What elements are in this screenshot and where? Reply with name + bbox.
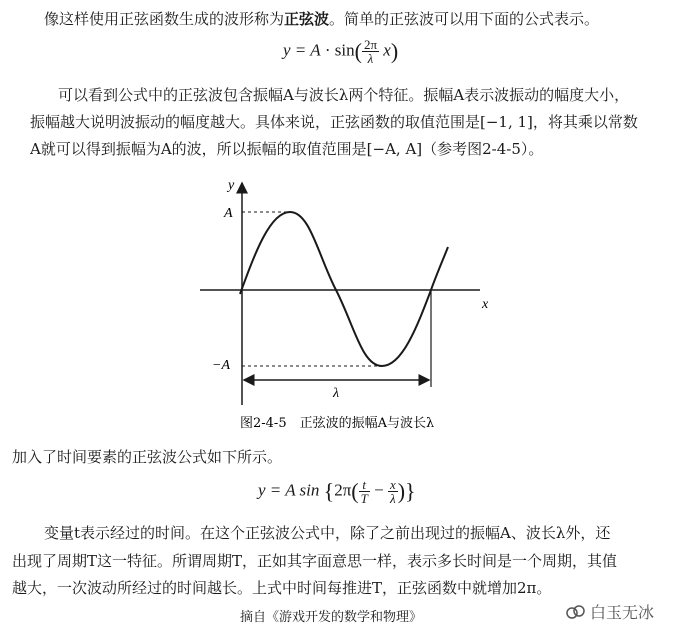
eq2-lambda: λ <box>390 491 396 506</box>
equation-1: y = A · sin( $\frac{2\pi}{\lambda}$ x) <box>283 37 399 66</box>
x-axis-label: x <box>482 297 489 312</box>
paragraph-2-line-1: 可以看到公式中的正弦波包含振幅A与波长λ两个特征。振幅A表示波振动的幅度大小， <box>58 86 630 104</box>
paragraph-1-text: 像这样使用正弦函数生成的波形称为 <box>44 10 285 28</box>
figure-caption: 图2-4-5 正弦波的振幅A与波长λ <box>240 416 435 431</box>
eq1-lhs: y = A <box>283 40 321 60</box>
wechat-logo-icon <box>566 605 586 619</box>
wavelength-label: λ <box>333 386 340 401</box>
source-footer: 摘自《游戏开发的数学和物理》 <box>240 610 423 625</box>
paragraph-3: 加入了时间要素的正弦波公式如下所示。 <box>12 448 283 466</box>
eq1-fraction <box>362 38 379 65</box>
eq2-t: t <box>359 478 370 492</box>
eq1-variable: x <box>383 40 391 60</box>
eq1-sin: sin <box>334 40 355 60</box>
eq1-denominator: λ <box>367 51 374 66</box>
sine-wave-figure <box>200 175 500 435</box>
paragraph-1-tail: 。简单的正弦波可以用下面的公式表示。 <box>329 10 600 28</box>
equation-2: y = A sin {2π( $\frac{t}{T}$ − $\frac{x}{\lambda}$ )} <box>258 477 416 506</box>
eq2-two-pi: 2π <box>334 480 352 500</box>
paragraph-2-line-3: A就可以得到振幅为A的波，所以振幅的取值范围是[−A, A]（参考图2-4-5）。 <box>30 140 544 158</box>
eq1-dot: · <box>324 40 331 60</box>
eq2-fraction-x <box>388 478 398 505</box>
sine-wave-curve <box>240 212 448 366</box>
paragraph-4-line-1: 变量t表示经过的时间。在这个正弦波公式中，除了之前出现过的振幅A、波长λ外，还 <box>44 524 611 542</box>
paragraph-4-line-2: 出现了周期T这一特征。所谓周期T，正如其字面意思一样，表示多长时间是一个周期，其值 <box>12 552 618 570</box>
negative-amplitude-label: −A <box>212 358 230 373</box>
eq2-x: x <box>389 477 396 492</box>
eq2-period: T <box>360 491 368 506</box>
term-sine-wave: 正弦波 <box>284 10 330 28</box>
amplitude-label: A <box>224 206 233 221</box>
eq2-fraction-t <box>359 478 370 505</box>
eq2-minus: − <box>374 480 384 500</box>
watermark <box>566 600 654 623</box>
eq1-numerator: 2π <box>363 37 378 52</box>
eq2-lhs: y = A sin <box>258 480 320 500</box>
paragraph-2-line-2: 振幅越大说明波振动的幅度越大。具体来说，正弦函数的取值范围是[−1, 1]，将其乘以常数 <box>30 113 638 131</box>
paragraph-1 <box>44 8 599 29</box>
paragraph-4-line-3: 越大，一次波动所经过的时间越长。上式中时间每推进T，正弦函数中就增加2π。 <box>12 579 552 597</box>
y-axis-label: y <box>228 178 235 193</box>
watermark-text: 白玉无冰 <box>590 603 655 622</box>
